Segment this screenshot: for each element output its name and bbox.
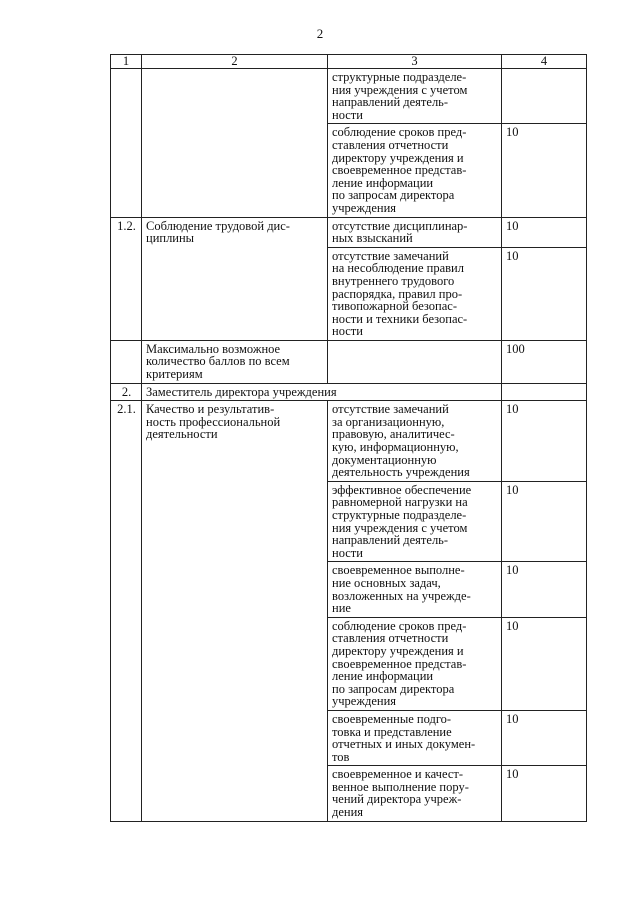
criterion-cell — [328, 247, 502, 340]
criterion-cell — [328, 710, 502, 765]
criterion-line: ставления отчетности — [332, 631, 449, 646]
criterion-line: структурные подразделе- — [332, 508, 467, 522]
criterion-line: равномерной нагрузки на — [332, 495, 468, 510]
header-row — [111, 55, 587, 69]
item-name-line: циплины — [146, 231, 195, 246]
criterion-line: возложенных на учрежде- — [332, 588, 471, 603]
item-number-cell — [111, 69, 142, 218]
criterion-line: документационную — [332, 452, 437, 467]
table-body — [111, 69, 587, 822]
criterion-cell — [328, 217, 502, 247]
criterion-cell — [328, 340, 502, 383]
criterion-line: чений директора учреж- — [332, 792, 462, 807]
item-name-line: количество баллов по всем — [146, 354, 290, 369]
item-name-cell — [142, 217, 328, 340]
table-row — [111, 217, 587, 247]
criterion-line: отчетных и иных докумен- — [332, 737, 476, 752]
section-title-cell: Заместитель директора учреждения — [142, 383, 502, 401]
header-col-3: 3 — [328, 55, 502, 69]
criterion-cell — [328, 766, 502, 821]
criterion-cell — [328, 562, 502, 617]
points-cell — [502, 69, 587, 124]
item-name-line: деятельности — [146, 427, 218, 442]
criterion-line: за организационную, — [332, 414, 445, 429]
item-name-line: Соблюдение трудовой дис- — [146, 218, 290, 233]
criterion-line: ния учреждения с учетом — [332, 82, 468, 97]
criteria-table — [110, 54, 587, 822]
criterion-line: ление информации — [332, 175, 434, 190]
criterion-line: на несоблюдение правил — [332, 261, 464, 276]
criterion-line: правовую, аналитичес- — [332, 427, 455, 442]
points-cell: 10 — [502, 766, 587, 821]
criterion-line: направлений деятель- — [332, 533, 449, 548]
criterion-line: ние — [332, 601, 351, 616]
criterion-line: ности и техники безопас- — [332, 311, 468, 326]
table-row — [111, 69, 587, 124]
item-number-cell: 1.2. — [111, 217, 142, 340]
criterion-line: кую, информационную, — [332, 440, 459, 455]
points-cell: 10 — [502, 247, 587, 340]
item-name-cell — [142, 401, 328, 821]
item-number-cell: 2.1. — [111, 401, 142, 821]
criterion-line: дения — [332, 805, 364, 820]
criterion-line: своевременное и качест- — [332, 767, 463, 782]
criterion-line: ности — [332, 324, 363, 339]
criterion-cell — [328, 481, 502, 562]
points-cell: 10 — [502, 124, 587, 217]
table-row — [111, 401, 587, 482]
points-cell: 10 — [502, 481, 587, 562]
criterion-line: ности — [332, 107, 363, 122]
criterion-cell — [328, 124, 502, 217]
points-cell: 10 — [502, 217, 587, 247]
points-cell: 10 — [502, 562, 587, 617]
criterion-line: товка и представление — [332, 724, 452, 739]
criterion-line: внутреннего трудового — [332, 273, 455, 288]
points-cell: 10 — [502, 617, 587, 710]
criterion-line: своевременное представ- — [332, 163, 467, 178]
item-name-line: Качество и результатив- — [146, 402, 275, 417]
criterion-line: ных взысканий — [332, 231, 413, 246]
criterion-cell — [328, 69, 502, 124]
criterion-line: отсутствие замечаний — [332, 402, 449, 417]
points-cell: 10 — [502, 401, 587, 482]
criterion-line: распорядка, правил про- — [332, 286, 463, 301]
criterion-line: ление информации — [332, 669, 434, 684]
criterion-line: тивопожарной безопас- — [332, 299, 457, 314]
criterion-line: направлений деятель- — [332, 95, 449, 110]
page-number: 2 — [316, 26, 324, 41]
criterion-line: ния учреждения с учетом — [332, 520, 468, 535]
criterion-cell — [328, 617, 502, 710]
item-number-cell — [111, 340, 142, 383]
points-cell: 100 — [502, 340, 587, 383]
header-col-1: 1 — [111, 55, 142, 69]
points-cell — [502, 383, 587, 401]
item-name-line: критериям — [146, 367, 203, 382]
criterion-line: учреждения — [332, 200, 397, 215]
criterion-line: структурные подразделе- — [332, 70, 467, 84]
criterion-line: ности — [332, 545, 363, 560]
criterion-line: по запросам директора — [332, 188, 455, 203]
criterion-line: соблюдение сроков пред- — [332, 618, 467, 633]
item-name-line: ность профессиональной — [146, 414, 281, 429]
criterion-line: тов — [332, 749, 350, 764]
table-header — [111, 55, 587, 69]
criterion-line: своевременное выполне- — [332, 563, 465, 578]
section-number-cell: 2. — [111, 383, 142, 401]
criterion-line: учреждения — [332, 694, 397, 709]
header-col-4: 4 — [502, 55, 587, 69]
criterion-cell — [328, 401, 502, 482]
points-cell: 10 — [502, 710, 587, 765]
item-name-cell — [142, 69, 328, 218]
criterion-line: деятельность учреждения — [332, 465, 470, 480]
criterion-line: соблюдение сроков пред- — [332, 125, 467, 140]
criterion-line: директору учреждения и — [332, 643, 464, 658]
criterion-line: отсутствие дисциплинар- — [332, 218, 468, 233]
criterion-line: эффективное обеспечение — [332, 482, 472, 497]
criterion-line: отсутствие замечаний — [332, 248, 449, 263]
criterion-line: своевременные подго- — [332, 711, 452, 726]
header-col-2: 2 — [142, 55, 328, 69]
criterion-line: ставления отчетности — [332, 137, 449, 152]
criterion-line: по запросам директора — [332, 681, 455, 696]
criterion-line: венное выполнение пору- — [332, 779, 469, 794]
criterion-line: директору учреждения и — [332, 150, 464, 165]
table-row — [111, 383, 587, 401]
criterion-line: своевременное представ- — [332, 656, 467, 671]
criterion-line: ние основных задач, — [332, 575, 441, 590]
table-row — [111, 340, 587, 383]
item-name-cell — [142, 340, 328, 383]
item-name-line: Максимально возможное — [146, 341, 281, 356]
